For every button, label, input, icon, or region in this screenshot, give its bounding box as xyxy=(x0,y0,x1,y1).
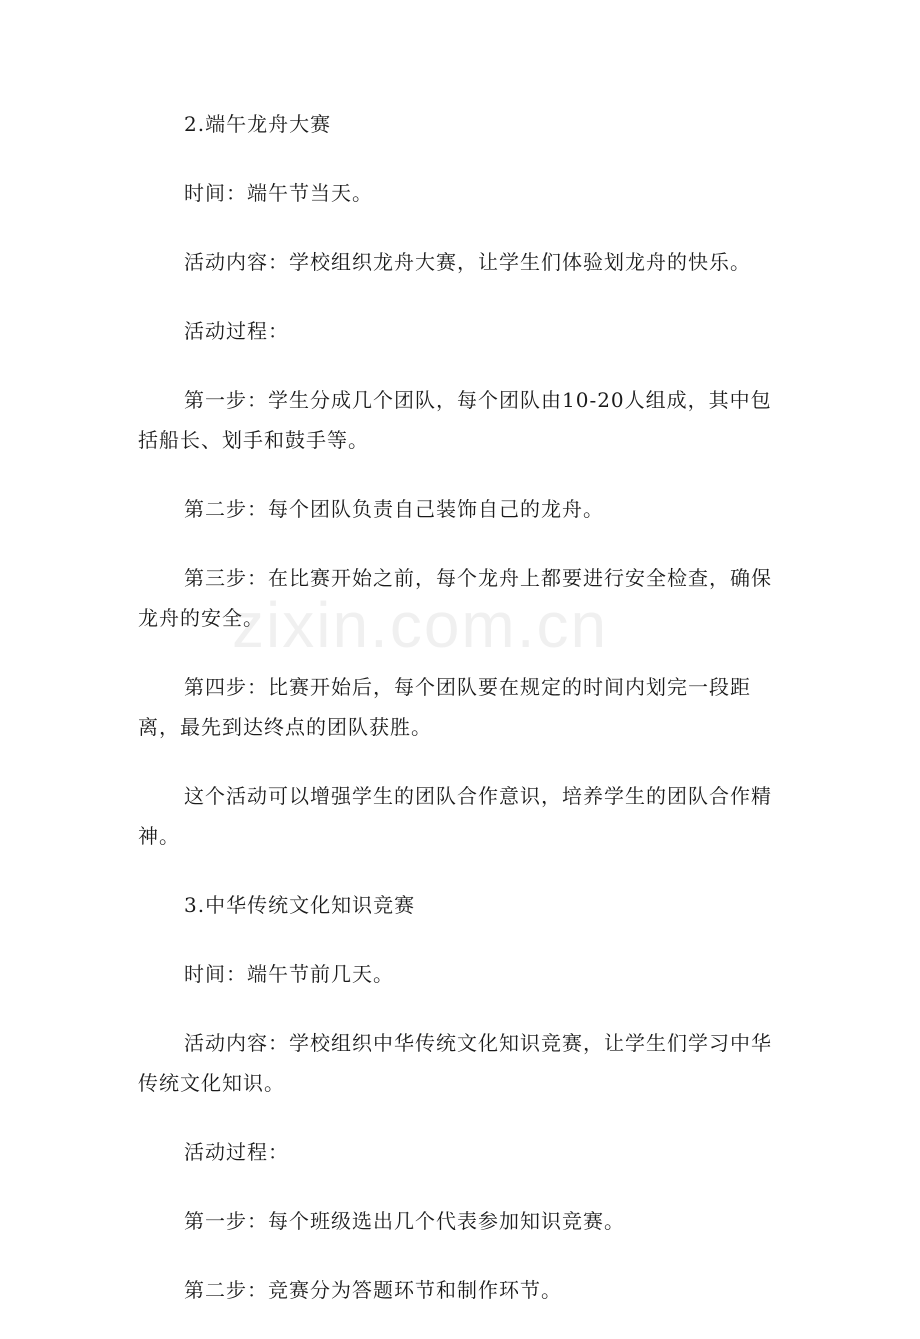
section-2-step-3: 第三步：在比赛开始之前，每个龙舟上都要进行安全检查，确保龙舟的安全。 xyxy=(138,566,772,630)
watermark: zixin.com.cn xyxy=(232,589,609,661)
section-2-step-1: 第一步：学生分成几个团队，每个团队由10-20人组成，其中包括船长、划手和鼓手等。 xyxy=(138,388,772,452)
section-2-content: 活动内容：学校组织龙舟大赛，让学生们体验划龙舟的快乐。 xyxy=(184,250,751,274)
section-2-step-2: 第二步：每个团队负责自己装饰自己的龙舟。 xyxy=(184,497,604,521)
section-2-process-label: 活动过程： xyxy=(184,319,289,343)
section-2-time: 时间：端午节当天。 xyxy=(184,181,373,205)
section-3-step-2: 第二步：竞赛分为答题环节和制作环节。 xyxy=(184,1278,562,1302)
section-3-content: 活动内容：学校组织中华传统文化知识竞赛，让学生们学习中华传统文化知识。 xyxy=(138,1031,772,1095)
section-3-step-1: 第一步：每个班级选出几个代表参加知识竞赛。 xyxy=(184,1209,625,1233)
section-2-heading: 2.端午龙舟大赛 xyxy=(184,112,332,136)
section-2-step-4: 第四步：比赛开始后，每个团队要在规定的时间内划完一段距离，最先到达终点的团队获胜。 xyxy=(138,675,751,739)
section-2-summary: 这个活动可以增强学生的团队合作意识，培养学生的团队合作精神。 xyxy=(138,784,772,848)
section-3-time: 时间：端午节前几天。 xyxy=(184,962,394,986)
document-body xyxy=(138,104,772,1339)
section-3-process-label: 活动过程： xyxy=(184,1140,289,1164)
section-3-heading: 3.中华传统文化知识竞赛 xyxy=(184,893,416,917)
